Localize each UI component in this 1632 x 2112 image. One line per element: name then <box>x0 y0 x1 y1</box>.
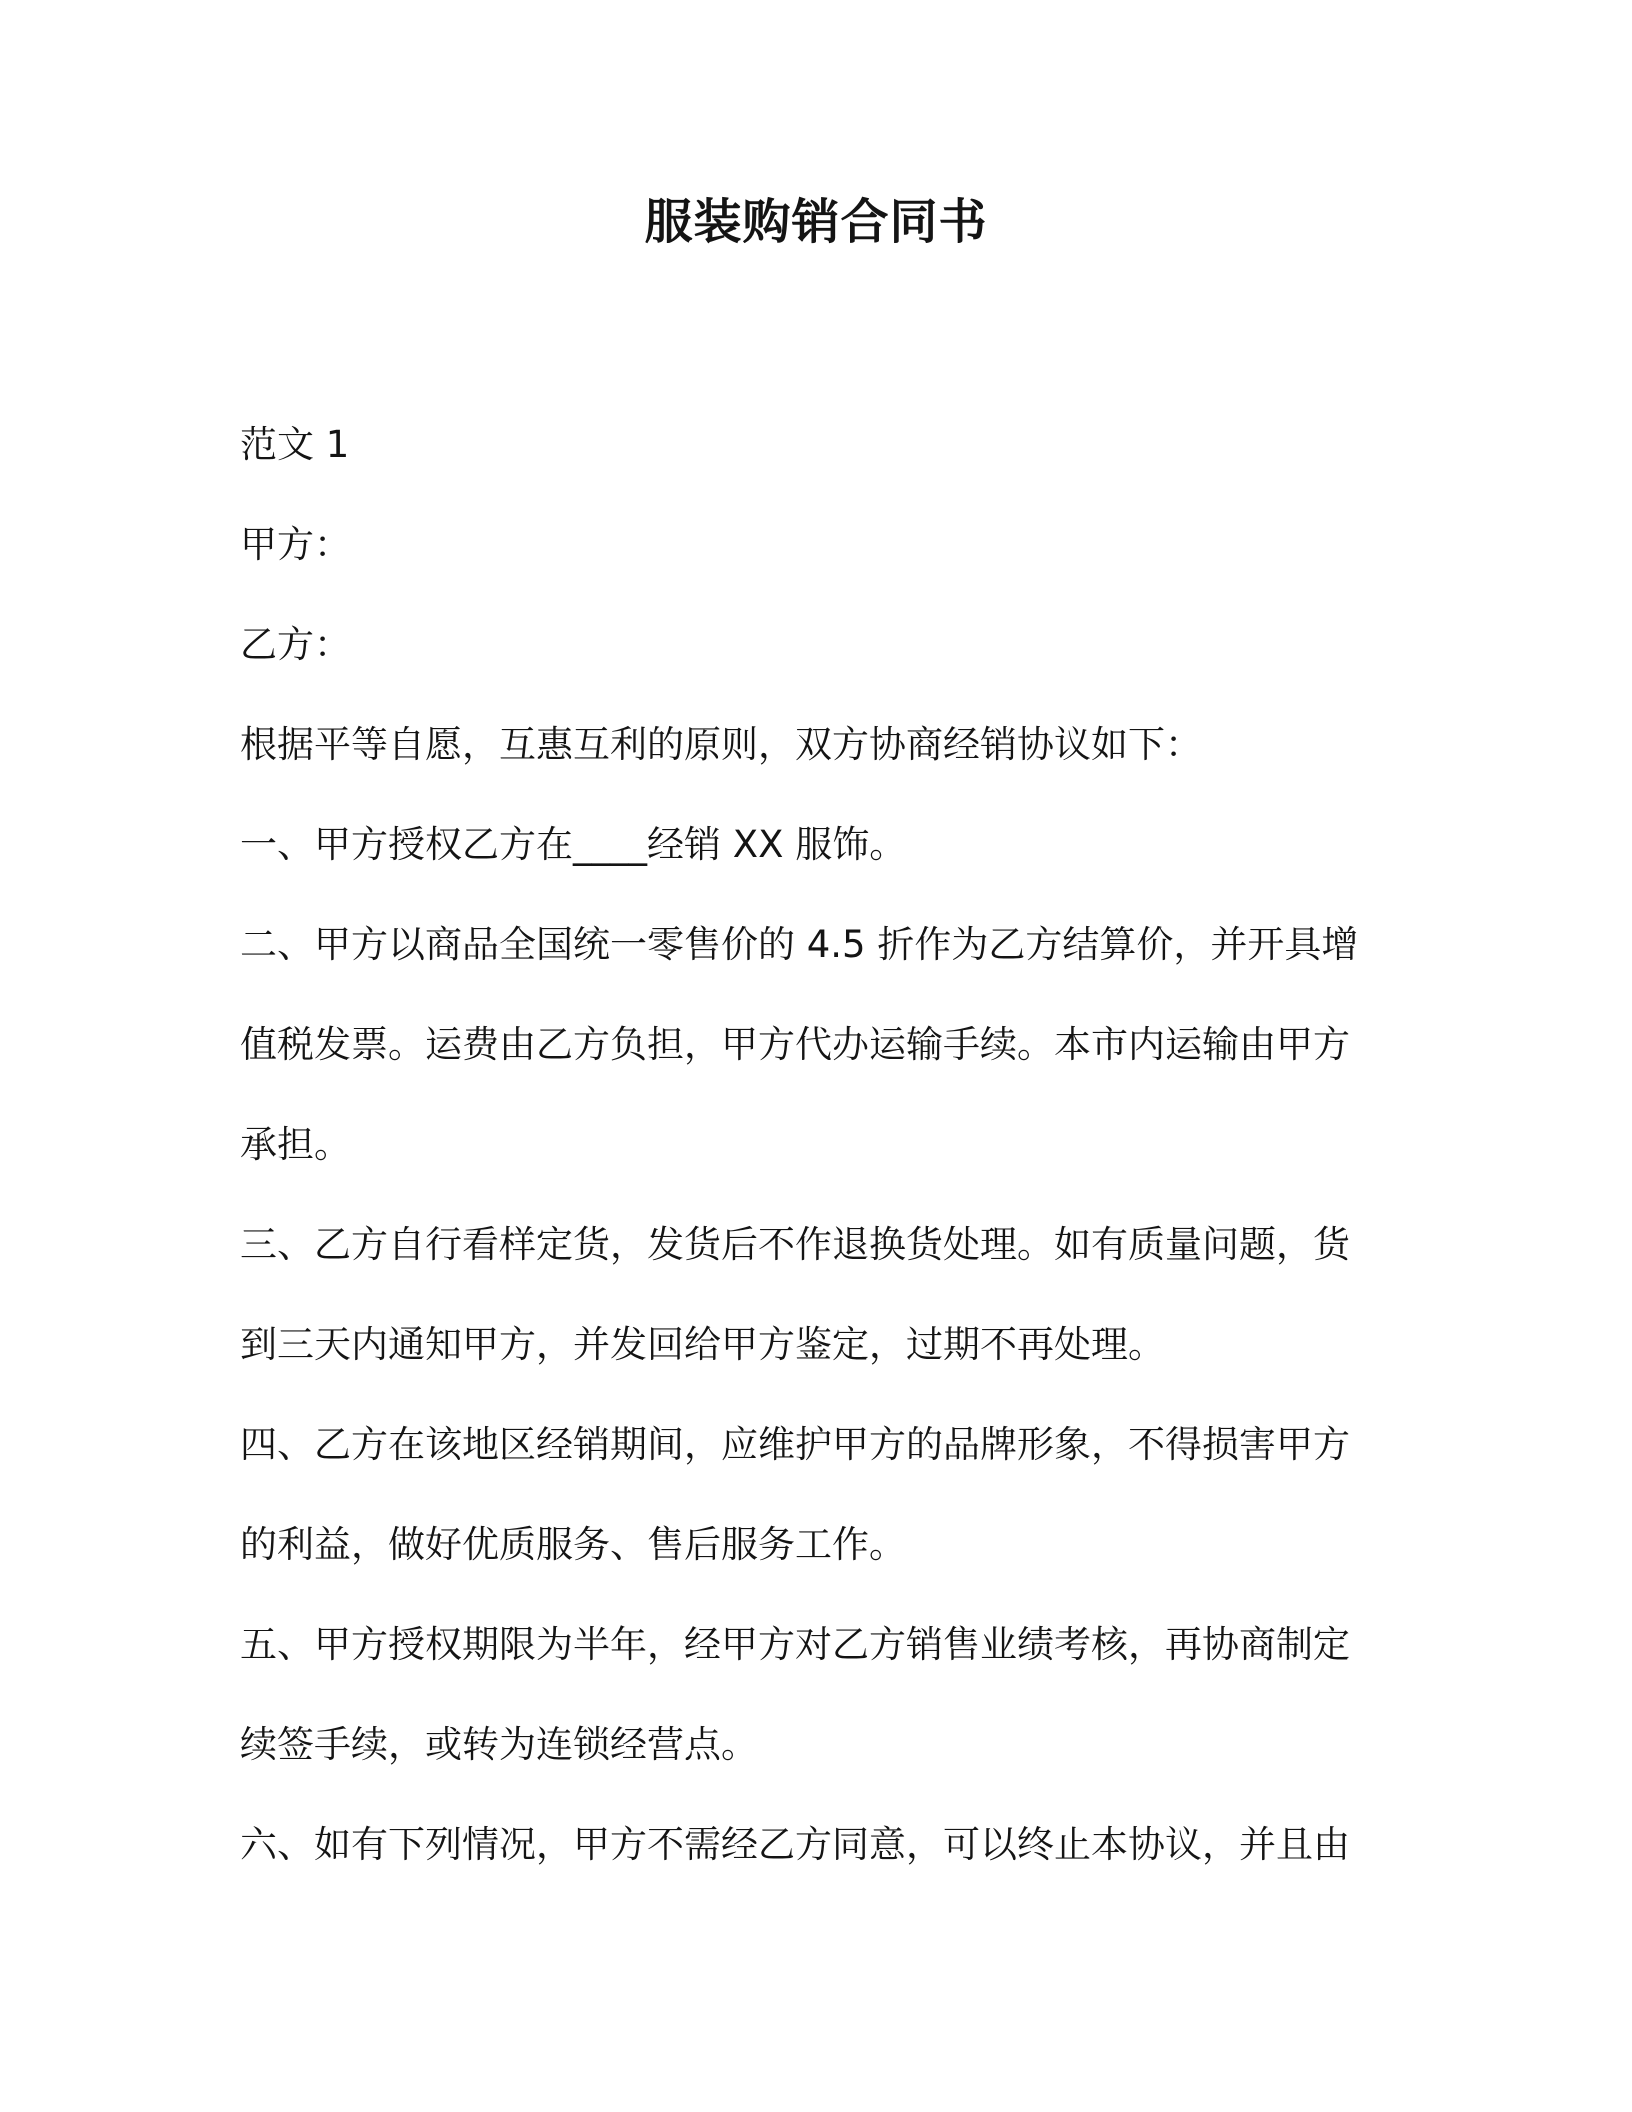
sample-label: 范文 1 <box>240 423 350 466</box>
party-a-line: 甲方： <box>240 523 351 566</box>
document-title: 服装购销合同书 <box>644 194 988 250</box>
clause-5-line-1: 五、甲方授权期限为半年，经甲方对乙方销售业绩考核，再协商制定 <box>240 1623 1350 1666</box>
clause-3-line-2: 到三天内通知甲方，并发回给甲方鉴定，过期不再处理。 <box>240 1323 1165 1366</box>
clause-2-line-1: 二、甲方以商品全国统一零售价的 4.5 折作为乙方结算价，并开具增 <box>240 923 1359 966</box>
preamble-paragraph: 根据平等自愿，互惠互利的原则，双方协商经销协议如下： <box>240 723 1202 766</box>
clause-4-line-2: 的利益，做好优质服务、售后服务工作。 <box>240 1523 906 1566</box>
document-body <box>240 395 1360 1895</box>
clause-1-line-1: 一、甲方授权乙方在____经销 XX 服饰。 <box>240 823 907 866</box>
clause-6-line-1: 六、如有下列情况，甲方不需经乙方同意，可以终止本协议，并且由 <box>240 1823 1350 1866</box>
clause-4-line-1: 四、乙方在该地区经销期间，应维护甲方的品牌形象，不得损害甲方 <box>240 1423 1350 1466</box>
clause-3-line-1: 三、乙方自行看样定货，发货后不作退换货处理。如有质量问题，货 <box>240 1223 1350 1266</box>
clause-2-line-3: 承担。 <box>240 1123 351 1166</box>
party-b-line: 乙方： <box>240 623 351 666</box>
clause-2-line-2: 值税发票。运费由乙方负担，甲方代办运输手续。本市内运输由甲方 <box>240 1023 1350 1066</box>
clause-5-line-2: 续签手续，或转为连锁经营点。 <box>240 1723 758 1766</box>
